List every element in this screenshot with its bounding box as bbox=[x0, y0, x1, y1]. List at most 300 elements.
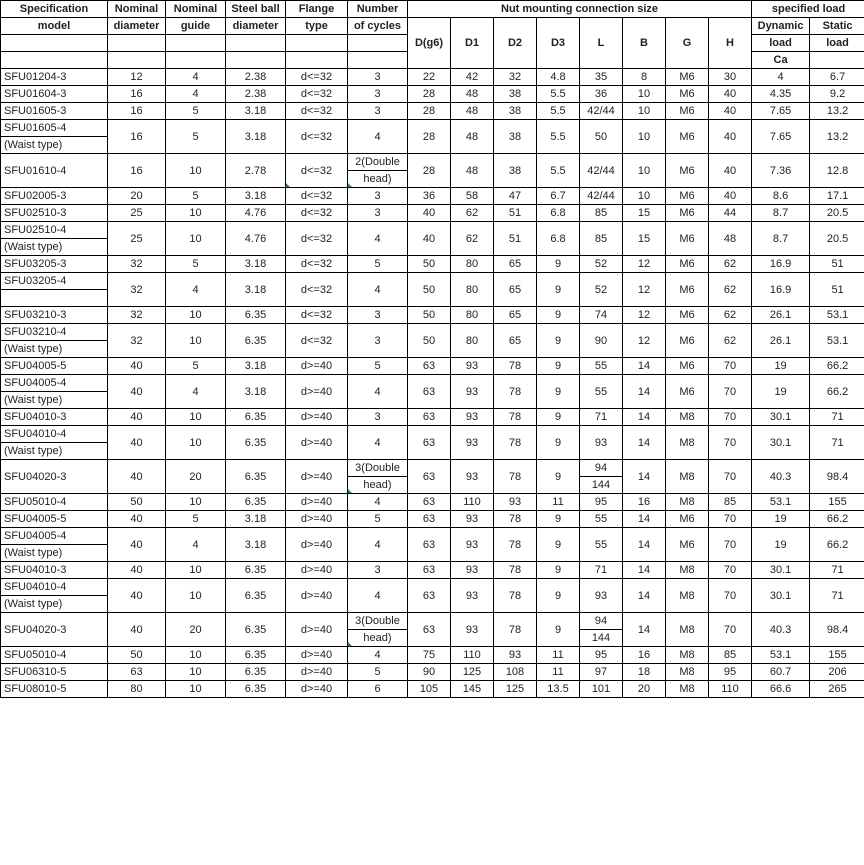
cell-model: SFU02005-3 bbox=[1, 188, 108, 205]
cell-model: SFU04005-5 bbox=[1, 511, 108, 528]
cell-d-g6: 50 bbox=[408, 273, 451, 307]
cell-d3: 5.5 bbox=[537, 103, 580, 120]
cell-cycles: 4 bbox=[348, 494, 408, 511]
cell-d-g6: 50 bbox=[408, 256, 451, 273]
cell-flange-type: d<=32 bbox=[286, 69, 348, 86]
l-line2: 144 bbox=[580, 629, 622, 646]
cell-d1: 93 bbox=[451, 426, 494, 460]
cell-dynamic-load: 19 bbox=[752, 528, 810, 562]
hdr-nominal-diameter: Nominal bbox=[108, 1, 166, 18]
cell-b: 16 bbox=[623, 647, 666, 664]
cell-g: M8 bbox=[666, 426, 709, 460]
cell-dynamic-load: 7.65 bbox=[752, 103, 810, 120]
hdr-static-2: load bbox=[810, 35, 864, 52]
cell-d1: 48 bbox=[451, 154, 494, 188]
cell-d3: 6.7 bbox=[537, 188, 580, 205]
cell-nominal-guide: 4 bbox=[166, 528, 226, 562]
cell-d3: 6.8 bbox=[537, 222, 580, 256]
cell-model: SFU08010-5 bbox=[1, 681, 108, 698]
hdr-col-h: H bbox=[709, 18, 752, 69]
cell-d1: 48 bbox=[451, 120, 494, 154]
table-row bbox=[1, 528, 864, 562]
cell-d2: 51 bbox=[494, 222, 537, 256]
cell-ball-diameter: 2.38 bbox=[226, 86, 286, 103]
cell-nominal-diameter: 40 bbox=[108, 375, 166, 409]
cell-h: 110 bbox=[709, 681, 752, 698]
cell-nominal-guide: 4 bbox=[166, 69, 226, 86]
table-row bbox=[1, 494, 864, 511]
cell-l: 55 bbox=[580, 375, 623, 409]
cell-d3: 5.5 bbox=[537, 86, 580, 103]
cell-nominal-diameter: 25 bbox=[108, 205, 166, 222]
cell-model: SFU03210-3 bbox=[1, 307, 108, 324]
cell-g: M6 bbox=[666, 120, 709, 154]
cell-b: 14 bbox=[623, 511, 666, 528]
cell-static-load: 71 bbox=[810, 562, 864, 579]
cell-b: 14 bbox=[623, 562, 666, 579]
cell-static-load: 51 bbox=[810, 273, 864, 307]
cell-g: M8 bbox=[666, 409, 709, 426]
cell-nominal-guide: 20 bbox=[166, 613, 226, 647]
cell-d2: 78 bbox=[494, 562, 537, 579]
table-row bbox=[1, 375, 864, 409]
cell-static-load: 20.5 bbox=[810, 222, 864, 256]
cell-d1: 125 bbox=[451, 664, 494, 681]
cell-d1: 80 bbox=[451, 307, 494, 324]
cell-d-g6: 22 bbox=[408, 69, 451, 86]
cell-l: 42/44 bbox=[580, 103, 623, 120]
cell-model: SFU05010-4 bbox=[1, 647, 108, 664]
cell-static-load: 71 bbox=[810, 426, 864, 460]
cell-h: 40 bbox=[709, 154, 752, 188]
cell-b: 14 bbox=[623, 460, 666, 494]
cell-d-g6: 63 bbox=[408, 409, 451, 426]
cycles-line1: 3(Double bbox=[355, 615, 400, 627]
cell-model bbox=[1, 273, 108, 307]
table-row bbox=[1, 426, 864, 460]
table-row bbox=[1, 69, 864, 86]
cell-cycles: 3 bbox=[348, 324, 408, 358]
cell-cycles: 4 bbox=[348, 375, 408, 409]
cell-dynamic-load: 4 bbox=[752, 69, 810, 86]
cell-dynamic-load: 40.3 bbox=[752, 460, 810, 494]
model-name: SFU03210-4 bbox=[4, 326, 67, 338]
cell-nominal-guide: 5 bbox=[166, 511, 226, 528]
cell-d3: 9 bbox=[537, 256, 580, 273]
table-row bbox=[1, 358, 864, 375]
cell-l: 90 bbox=[580, 324, 623, 358]
cell-d-g6: 40 bbox=[408, 205, 451, 222]
cell-dynamic-load: 30.1 bbox=[752, 426, 810, 460]
table-row bbox=[1, 647, 864, 664]
cell-d1: 145 bbox=[451, 681, 494, 698]
cell-d-g6: 28 bbox=[408, 103, 451, 120]
cell-nominal-diameter: 40 bbox=[108, 613, 166, 647]
cell-static-load: 98.4 bbox=[810, 613, 864, 647]
cell-dynamic-load: 8.6 bbox=[752, 188, 810, 205]
cell-h: 70 bbox=[709, 460, 752, 494]
cell-model: SFU01610-4 bbox=[1, 154, 108, 188]
cell-h: 70 bbox=[709, 409, 752, 426]
cell-d-g6: 63 bbox=[408, 528, 451, 562]
cell-h: 70 bbox=[709, 426, 752, 460]
hdr-col-d: D(g6) bbox=[408, 18, 451, 69]
cell-d-g6: 40 bbox=[408, 222, 451, 256]
hdr-nominal-guide: Nominal bbox=[166, 1, 226, 18]
cell-static-load: 51 bbox=[810, 256, 864, 273]
table-row bbox=[1, 307, 864, 324]
table-row bbox=[1, 205, 864, 222]
cell-l: 55 bbox=[580, 358, 623, 375]
cell-d3: 9 bbox=[537, 273, 580, 307]
hdr-dynamic-3: Ca bbox=[752, 52, 810, 69]
table-row bbox=[1, 460, 864, 494]
cycles-line1: 2(Double bbox=[355, 156, 400, 168]
cell-ball-diameter: 3.18 bbox=[226, 120, 286, 154]
cell-nominal-guide: 5 bbox=[166, 256, 226, 273]
cell-l: 55 bbox=[580, 528, 623, 562]
cell-model: SFU06310-5 bbox=[1, 664, 108, 681]
cell-l: 85 bbox=[580, 222, 623, 256]
cell-model: SFU04020-3 bbox=[1, 613, 108, 647]
model-subtype: (Waist type) bbox=[1, 136, 107, 153]
cell-g: M8 bbox=[666, 494, 709, 511]
cell-model: SFU03205-3 bbox=[1, 256, 108, 273]
cell-model bbox=[1, 375, 108, 409]
cell-flange-type: d>=40 bbox=[286, 528, 348, 562]
cell-cycles: 4 bbox=[348, 222, 408, 256]
cell-static-load: 53.1 bbox=[810, 324, 864, 358]
cell-d3: 9 bbox=[537, 460, 580, 494]
cell-static-load: 66.2 bbox=[810, 511, 864, 528]
hdr-flange: Flange bbox=[286, 1, 348, 18]
cell-l: 93 bbox=[580, 579, 623, 613]
table-row bbox=[1, 273, 864, 307]
cell-d-g6: 90 bbox=[408, 664, 451, 681]
cell-model: SFU04020-3 bbox=[1, 460, 108, 494]
cell-d3: 9 bbox=[537, 375, 580, 409]
cell-d1: 93 bbox=[451, 409, 494, 426]
cell-flange-type: d>=40 bbox=[286, 426, 348, 460]
cell-d2: 78 bbox=[494, 528, 537, 562]
hdr-flange-type: type bbox=[286, 18, 348, 35]
cell-l: 42/44 bbox=[580, 188, 623, 205]
model-name: SFU04010-4 bbox=[4, 581, 67, 593]
cell-nominal-diameter: 12 bbox=[108, 69, 166, 86]
cell-h: 85 bbox=[709, 494, 752, 511]
cell-h: 62 bbox=[709, 273, 752, 307]
cell-l: 50 bbox=[580, 120, 623, 154]
cell-b: 14 bbox=[623, 613, 666, 647]
cell-cycles: 3 bbox=[348, 409, 408, 426]
cell-flange-type: d>=40 bbox=[286, 375, 348, 409]
cell-dynamic-load: 16.9 bbox=[752, 256, 810, 273]
cell-d3: 13.5 bbox=[537, 681, 580, 698]
cell-d3: 9 bbox=[537, 324, 580, 358]
cell-g: M8 bbox=[666, 681, 709, 698]
cell-nominal-guide: 4 bbox=[166, 375, 226, 409]
cell-h: 62 bbox=[709, 256, 752, 273]
cell-flange-type: d>=40 bbox=[286, 511, 348, 528]
cell-dynamic-load: 30.1 bbox=[752, 562, 810, 579]
cell-g: M6 bbox=[666, 205, 709, 222]
cell-cycles: 4 bbox=[348, 120, 408, 154]
cell-static-load: 66.2 bbox=[810, 375, 864, 409]
model-subtype: (Waist type) bbox=[1, 442, 107, 459]
cell-b: 14 bbox=[623, 426, 666, 460]
cell-model: SFU05010-4 bbox=[1, 494, 108, 511]
table-row bbox=[1, 664, 864, 681]
cell-h: 70 bbox=[709, 562, 752, 579]
cell-nominal-guide: 5 bbox=[166, 188, 226, 205]
cell-g: M6 bbox=[666, 188, 709, 205]
cell-static-load: 98.4 bbox=[810, 460, 864, 494]
hdr-col-l: L bbox=[580, 18, 623, 69]
cell-ball-diameter: 2.38 bbox=[226, 69, 286, 86]
cell-dynamic-load: 19 bbox=[752, 511, 810, 528]
cell-model: SFU01605-3 bbox=[1, 103, 108, 120]
cell-flange-type: d<=32 bbox=[286, 222, 348, 256]
cell-flange-type: d>=40 bbox=[286, 681, 348, 698]
table-body bbox=[1, 69, 864, 698]
cell-ball-diameter: 6.35 bbox=[226, 494, 286, 511]
cell-d-g6: 63 bbox=[408, 358, 451, 375]
cell-flange-type: d<=32 bbox=[286, 120, 348, 154]
cell-d1: 93 bbox=[451, 579, 494, 613]
cell-l: 52 bbox=[580, 273, 623, 307]
cell-flange-type: d<=32 bbox=[286, 324, 348, 358]
cell-l: 52 bbox=[580, 256, 623, 273]
cell-g: M8 bbox=[666, 664, 709, 681]
cell-nominal-diameter: 32 bbox=[108, 256, 166, 273]
cell-h: 95 bbox=[709, 664, 752, 681]
cell-l: 74 bbox=[580, 307, 623, 324]
cell-g: M6 bbox=[666, 324, 709, 358]
cell-d1: 93 bbox=[451, 511, 494, 528]
cell-dynamic-load: 7.36 bbox=[752, 154, 810, 188]
cell-l: 36 bbox=[580, 86, 623, 103]
cell-nominal-diameter: 40 bbox=[108, 511, 166, 528]
cell-nominal-guide: 10 bbox=[166, 154, 226, 188]
cell-dynamic-load: 53.1 bbox=[752, 494, 810, 511]
cell-d-g6: 50 bbox=[408, 307, 451, 324]
cell-flange-type: d>=40 bbox=[286, 579, 348, 613]
cell-g: M6 bbox=[666, 222, 709, 256]
cell-d1: 93 bbox=[451, 613, 494, 647]
cell-d2: 38 bbox=[494, 103, 537, 120]
cell-cycles: 4 bbox=[348, 273, 408, 307]
cell-nominal-diameter: 63 bbox=[108, 664, 166, 681]
cell-h: 40 bbox=[709, 103, 752, 120]
cell-model bbox=[1, 324, 108, 358]
l-line1: 94 bbox=[594, 462, 608, 474]
cell-nominal-diameter: 80 bbox=[108, 681, 166, 698]
cycles-line2: head) bbox=[348, 170, 407, 187]
cell-nominal-guide: 10 bbox=[166, 324, 226, 358]
cell-d3: 9 bbox=[537, 511, 580, 528]
cell-nominal-diameter: 16 bbox=[108, 120, 166, 154]
cell-g: M8 bbox=[666, 613, 709, 647]
cell-g: M6 bbox=[666, 86, 709, 103]
hdr-ball-diameter: diameter bbox=[226, 18, 286, 35]
cell-d2: 78 bbox=[494, 409, 537, 426]
cell-d3: 9 bbox=[537, 613, 580, 647]
model-subtype: (Waist type) bbox=[1, 595, 107, 612]
table-row bbox=[1, 324, 864, 358]
cell-d-g6: 63 bbox=[408, 562, 451, 579]
cell-l bbox=[580, 460, 623, 494]
cell-nominal-guide: 5 bbox=[166, 358, 226, 375]
hdr-nut-group: Nut mounting connection size bbox=[408, 1, 752, 18]
model-subtype: (Waist type) bbox=[1, 238, 107, 255]
cell-b: 15 bbox=[623, 222, 666, 256]
cell-g: M8 bbox=[666, 562, 709, 579]
cycles-line1: 3(Double bbox=[355, 462, 400, 474]
cell-l: 35 bbox=[580, 69, 623, 86]
cell-cycles: 3 bbox=[348, 103, 408, 120]
cell-dynamic-load: 19 bbox=[752, 375, 810, 409]
cell-d-g6: 105 bbox=[408, 681, 451, 698]
cell-ball-diameter: 4.76 bbox=[226, 205, 286, 222]
cell-d-g6: 63 bbox=[408, 460, 451, 494]
cell-d2: 78 bbox=[494, 613, 537, 647]
cell-static-load: 13.2 bbox=[810, 103, 864, 120]
cell-cycles: 3 bbox=[348, 69, 408, 86]
cell-static-load: 155 bbox=[810, 647, 864, 664]
table-row bbox=[1, 120, 864, 154]
hdr-spec: Specification bbox=[1, 1, 108, 18]
cell-cycles: 3 bbox=[348, 307, 408, 324]
cell-static-load: 12.8 bbox=[810, 154, 864, 188]
cell-model: SFU01604-3 bbox=[1, 86, 108, 103]
cell-ball-diameter: 3.18 bbox=[226, 273, 286, 307]
cell-flange-type: d<=32 bbox=[286, 154, 348, 188]
cell-d2: 65 bbox=[494, 273, 537, 307]
cell-h: 70 bbox=[709, 579, 752, 613]
cell-model bbox=[1, 426, 108, 460]
cell-d2: 38 bbox=[494, 120, 537, 154]
hdr-load-group: specified load bbox=[752, 1, 864, 18]
cell-nominal-diameter: 40 bbox=[108, 528, 166, 562]
cell-l: 42/44 bbox=[580, 154, 623, 188]
cell-d2: 78 bbox=[494, 375, 537, 409]
cell-d1: 58 bbox=[451, 188, 494, 205]
cell-h: 70 bbox=[709, 375, 752, 409]
cell-ball-diameter: 2.78 bbox=[226, 154, 286, 188]
cell-cycles: 3 bbox=[348, 205, 408, 222]
cell-ball-diameter: 6.35 bbox=[226, 613, 286, 647]
cell-d2: 51 bbox=[494, 205, 537, 222]
cell-d1: 42 bbox=[451, 69, 494, 86]
cell-flange-type: d<=32 bbox=[286, 103, 348, 120]
cell-d1: 62 bbox=[451, 205, 494, 222]
cell-nominal-guide: 10 bbox=[166, 494, 226, 511]
cell-static-load: 20.5 bbox=[810, 205, 864, 222]
cell-b: 10 bbox=[623, 154, 666, 188]
hdr-cycles: Number bbox=[348, 1, 408, 18]
cell-l: 71 bbox=[580, 562, 623, 579]
cell-d3: 11 bbox=[537, 647, 580, 664]
cell-nominal-guide: 10 bbox=[166, 409, 226, 426]
cell-nominal-guide: 4 bbox=[166, 86, 226, 103]
cell-cycles: 3 bbox=[348, 562, 408, 579]
cell-model: SFU04010-3 bbox=[1, 562, 108, 579]
cell-flange-type: d<=32 bbox=[286, 86, 348, 103]
cell-d3: 6.8 bbox=[537, 205, 580, 222]
cell-d3: 5.5 bbox=[537, 154, 580, 188]
hdr-col-d1: D1 bbox=[451, 18, 494, 69]
cell-d-g6: 63 bbox=[408, 494, 451, 511]
model-name: SFU02510-4 bbox=[4, 224, 67, 236]
cell-g: M6 bbox=[666, 256, 709, 273]
cell-h: 40 bbox=[709, 120, 752, 154]
cell-ball-diameter: 3.18 bbox=[226, 358, 286, 375]
cell-d3: 9 bbox=[537, 528, 580, 562]
cell-d1: 48 bbox=[451, 103, 494, 120]
cell-ball-diameter: 3.18 bbox=[226, 103, 286, 120]
cell-d3: 9 bbox=[537, 358, 580, 375]
cell-flange-type: d>=40 bbox=[286, 409, 348, 426]
cell-d1: 110 bbox=[451, 647, 494, 664]
cell-d1: 93 bbox=[451, 375, 494, 409]
cell-d1: 48 bbox=[451, 86, 494, 103]
cell-d-g6: 63 bbox=[408, 375, 451, 409]
cell-dynamic-load: 26.1 bbox=[752, 324, 810, 358]
cell-ball-diameter: 3.18 bbox=[226, 256, 286, 273]
cell-l: 85 bbox=[580, 205, 623, 222]
cell-dynamic-load: 7.65 bbox=[752, 120, 810, 154]
cell-static-load: 13.2 bbox=[810, 120, 864, 154]
cell-cycles: 6 bbox=[348, 681, 408, 698]
model-subtype bbox=[1, 289, 107, 306]
cell-cycles: 4 bbox=[348, 579, 408, 613]
cell-g: M6 bbox=[666, 528, 709, 562]
cell-cycles bbox=[348, 460, 408, 494]
cell-d2: 78 bbox=[494, 460, 537, 494]
cell-ball-diameter: 6.35 bbox=[226, 579, 286, 613]
cell-b: 20 bbox=[623, 681, 666, 698]
cell-d-g6: 50 bbox=[408, 324, 451, 358]
cell-static-load: 66.2 bbox=[810, 358, 864, 375]
cell-g: M6 bbox=[666, 273, 709, 307]
cell-d2: 108 bbox=[494, 664, 537, 681]
cell-d2: 65 bbox=[494, 307, 537, 324]
cell-flange-type: d<=32 bbox=[286, 205, 348, 222]
cell-model bbox=[1, 579, 108, 613]
cell-flange-type: d<=32 bbox=[286, 273, 348, 307]
table-row bbox=[1, 86, 864, 103]
hdr-col-d2: D2 bbox=[494, 18, 537, 69]
table-row bbox=[1, 511, 864, 528]
cell-static-load: 206 bbox=[810, 664, 864, 681]
hdr-guide: guide bbox=[166, 18, 226, 35]
cell-cycles: 3 bbox=[348, 188, 408, 205]
cell-flange-type: d>=40 bbox=[286, 494, 348, 511]
cell-cycles: 4 bbox=[348, 426, 408, 460]
cell-nominal-guide: 10 bbox=[166, 222, 226, 256]
hdr-col-g: G bbox=[666, 18, 709, 69]
cell-flange-type: d<=32 bbox=[286, 256, 348, 273]
cell-model bbox=[1, 222, 108, 256]
cell-d3: 9 bbox=[537, 426, 580, 460]
cell-b: 10 bbox=[623, 103, 666, 120]
cell-cycles: 5 bbox=[348, 256, 408, 273]
cycles-line2: head) bbox=[348, 476, 407, 493]
hdr-steel-ball: Steel ball bbox=[226, 1, 286, 18]
table-header bbox=[1, 1, 864, 69]
cell-model: SFU04010-3 bbox=[1, 409, 108, 426]
table-row bbox=[1, 613, 864, 647]
